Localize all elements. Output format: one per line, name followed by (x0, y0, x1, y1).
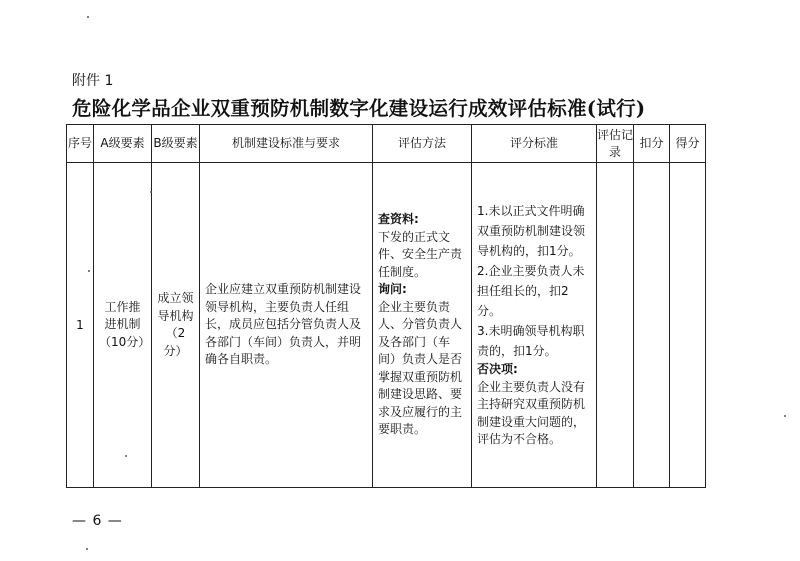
evaluation-standard-table (66, 124, 706, 488)
scan-speck (125, 455, 127, 457)
cell-seq: 1 (67, 163, 94, 488)
header-score: 得分 (670, 125, 706, 163)
attachment-label: 附件 1 (72, 73, 114, 89)
method-inquiry-label: 询问: (378, 282, 407, 297)
scan-speck (88, 270, 90, 272)
method-check-docs-text: 下发的正式文件、安全生产责任制度。 (378, 229, 463, 279)
cell-requirement: 企业应建立双重预防机制建设领导机构，主要负责人任组长，成员应包括分管负责人及各部门（车间）负责人，并明确各自职责。 (200, 163, 373, 488)
criteria-item: 3.未明确领导机构职责的，扣1分。 (477, 324, 585, 359)
header-requirement: 机制建设标准与要求 (200, 125, 373, 163)
header-method: 评估方法 (373, 125, 472, 163)
cell-score (670, 163, 706, 488)
criteria-veto-label: 否决项: (477, 362, 518, 377)
header-deduction: 扣分 (634, 125, 670, 163)
cell-a-element: 工作推进机制（10分） (94, 163, 152, 488)
scan-speck (150, 191, 152, 193)
method-check-docs-label: 查资料: (378, 212, 419, 227)
scan-speck (86, 548, 88, 550)
page-number: — 6 — (72, 513, 123, 529)
cell-deduction (634, 163, 670, 488)
table-header-row (67, 125, 706, 163)
method-inquiry-text: 企业主要负责人、分管负责人及各部门（车间）负责人是否掌握双重预防机制建设思路、要求及应履行的主要职责。 (378, 299, 463, 437)
cell-criteria (472, 163, 597, 488)
scan-speck (784, 415, 786, 417)
cell-method (373, 163, 472, 488)
criteria-item: 1.未以正式文件明确双重预防机制建设领导机构的，扣1分。 (477, 204, 586, 259)
header-seq: 序号 (67, 125, 94, 163)
header-criteria: 评分标准 (472, 125, 597, 163)
document-title: 危险化学品企业双重预防机制数字化建设运行成效评估标准(试行) (72, 97, 646, 120)
criteria-veto-text: 企业主要负责人没有主持研究双重预防机制建设重大问题的，评估为不合格。 (477, 379, 586, 447)
scan-speck (87, 16, 89, 18)
header-a-element: A级要素 (94, 125, 152, 163)
table-row (67, 163, 706, 488)
criteria-item: 2.企业主要负责人未担任组长的，扣2分。 (477, 264, 585, 319)
cell-b-element: 成立领导机构（2分） (152, 163, 200, 488)
cell-record (597, 163, 634, 488)
header-b-element: B级要素 (152, 125, 200, 163)
header-record: 评估记录 (597, 125, 634, 163)
